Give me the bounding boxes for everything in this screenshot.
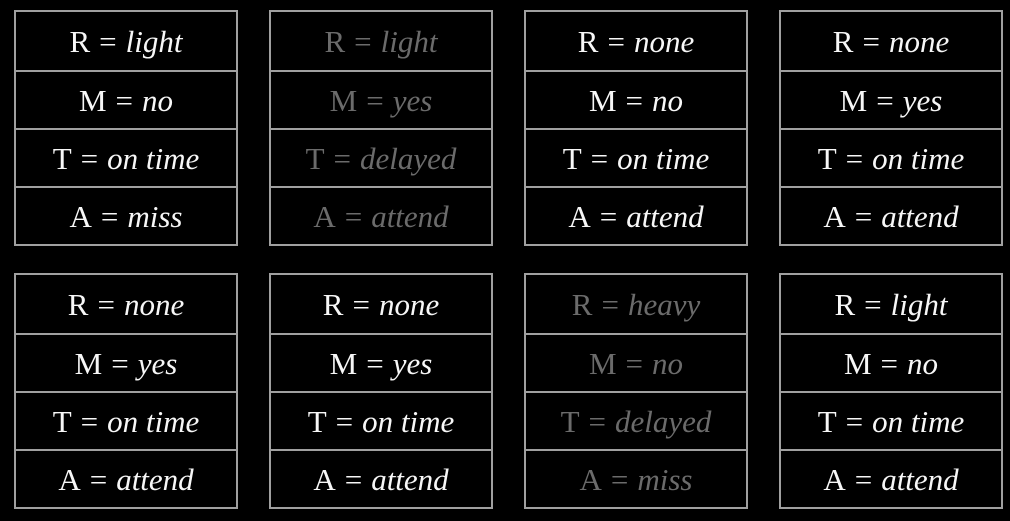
equals-sign: = — [344, 198, 363, 234]
equals-sign: = — [845, 140, 864, 176]
equals-sign: = — [625, 345, 644, 381]
sample-card-7-rejected — [524, 273, 748, 509]
variable-value: none — [123, 286, 185, 322]
assignment-row-R — [781, 275, 1001, 333]
variable-letter: R — [69, 23, 91, 59]
variable-value: delayed — [615, 403, 712, 439]
variable-value: light — [380, 23, 438, 59]
variable-letter: R — [571, 286, 593, 322]
variable-letter: M — [329, 82, 358, 118]
equals-sign: = — [610, 461, 629, 497]
variable-value: yes — [137, 345, 178, 381]
equals-sign: = — [80, 140, 99, 176]
variable-letter: A — [579, 461, 602, 497]
equals-sign: = — [854, 461, 873, 497]
equals-sign: = — [599, 198, 618, 234]
equals-sign: = — [366, 345, 384, 381]
variable-value: delayed — [360, 140, 457, 176]
variable-value: heavy — [627, 286, 701, 322]
assignment-row-M — [271, 333, 491, 391]
equals-sign: = — [115, 82, 134, 118]
variable-letter: R — [67, 286, 89, 322]
variable-letter: T — [305, 140, 325, 176]
sample-card-5 — [14, 273, 238, 509]
assignment-row-M — [526, 70, 746, 128]
assignment-row-R — [271, 275, 491, 333]
equals-sign: = — [588, 403, 607, 439]
equals-sign: = — [862, 23, 880, 59]
equals-sign: = — [111, 345, 129, 381]
assignment-row-R — [271, 12, 491, 70]
assignment-row-T — [16, 128, 236, 186]
assignment-row-A — [16, 186, 236, 244]
variable-letter: M — [588, 82, 617, 118]
variable-letter: M — [78, 82, 107, 118]
variable-letter: T — [817, 403, 837, 439]
sample-card-1 — [14, 10, 238, 246]
equals-sign: = — [89, 461, 108, 497]
variable-value: yes — [902, 82, 943, 118]
variable-letter: R — [324, 23, 346, 59]
variable-letter: M — [839, 82, 868, 118]
assignment-row-T — [271, 128, 491, 186]
variable-value: attend — [626, 198, 704, 234]
variable-letter: M — [329, 345, 358, 381]
assignment-row-A — [271, 449, 491, 507]
equals-sign: = — [845, 403, 864, 439]
assignment-row-T — [271, 391, 491, 449]
assignment-row-R — [526, 275, 746, 333]
equals-sign: = — [333, 140, 352, 176]
variable-value: light — [890, 286, 948, 322]
equals-sign: = — [625, 82, 644, 118]
equals-sign: = — [607, 23, 625, 59]
assignment-row-A — [16, 449, 236, 507]
assignment-row-T — [781, 128, 1001, 186]
variable-value: miss — [127, 198, 183, 234]
variable-value: attend — [371, 198, 449, 234]
variable-letter: R — [322, 286, 344, 322]
variable-letter: A — [823, 461, 846, 497]
variable-letter: A — [568, 198, 591, 234]
variable-letter: A — [313, 198, 336, 234]
equals-sign: = — [99, 23, 117, 59]
assignment-row-A — [781, 186, 1001, 244]
sample-card-6 — [269, 273, 493, 509]
equals-sign: = — [590, 140, 609, 176]
equals-sign: = — [366, 82, 384, 118]
variable-letter: M — [74, 345, 103, 381]
variable-value: on time — [872, 403, 965, 439]
equals-sign: = — [601, 286, 619, 322]
variable-value: no — [142, 82, 174, 118]
assignment-row-T — [526, 128, 746, 186]
equals-sign: = — [354, 23, 372, 59]
variable-letter: A — [69, 198, 92, 234]
equals-sign: = — [100, 198, 119, 234]
variable-letter: R — [577, 23, 599, 59]
assignment-row-A — [271, 186, 491, 244]
assignment-row-T — [16, 391, 236, 449]
assignment-row-M — [16, 70, 236, 128]
variable-value: on time — [617, 140, 710, 176]
variable-value: attend — [881, 198, 959, 234]
assignment-row-M — [781, 70, 1001, 128]
variable-letter: T — [52, 140, 72, 176]
assignment-row-R — [16, 275, 236, 333]
assignment-row-M — [271, 70, 491, 128]
variable-letter: R — [834, 286, 856, 322]
equals-sign: = — [335, 403, 354, 439]
variable-value: none — [633, 23, 695, 59]
sample-card-2-rejected — [269, 10, 493, 246]
equals-sign: = — [97, 286, 115, 322]
assignment-row-R — [781, 12, 1001, 70]
assignment-row-T — [781, 391, 1001, 449]
variable-value: none — [888, 23, 950, 59]
variable-letter: A — [58, 461, 81, 497]
variable-value: attend — [881, 461, 959, 497]
variable-value: light — [125, 23, 183, 59]
assignment-row-A — [781, 449, 1001, 507]
equals-sign: = — [344, 461, 363, 497]
equals-sign: = — [352, 286, 370, 322]
sample-card-4 — [779, 10, 1003, 246]
variable-value: yes — [392, 345, 433, 381]
variable-letter: T — [52, 403, 72, 439]
variable-value: miss — [637, 461, 693, 497]
variable-value: no — [907, 345, 939, 381]
variable-value: yes — [392, 82, 433, 118]
sample-card-3 — [524, 10, 748, 246]
variable-letter: R — [832, 23, 854, 59]
sample-card-8 — [779, 273, 1003, 509]
variable-value: attend — [371, 461, 449, 497]
equals-sign: = — [80, 403, 99, 439]
equals-sign: = — [876, 82, 894, 118]
assignment-row-M — [781, 333, 1001, 391]
variable-value: none — [378, 286, 440, 322]
samples-grid — [14, 10, 1003, 509]
equals-sign: = — [864, 286, 882, 322]
assignment-row-A — [526, 186, 746, 244]
variable-value: on time — [362, 403, 455, 439]
equals-sign: = — [854, 198, 873, 234]
equals-sign: = — [880, 345, 899, 381]
variable-value: no — [652, 345, 684, 381]
variable-letter: A — [313, 461, 336, 497]
variable-letter: A — [823, 198, 846, 234]
assignment-row-M — [16, 333, 236, 391]
variable-value: on time — [107, 403, 200, 439]
assignment-row-R — [16, 12, 236, 70]
variable-letter: T — [560, 403, 580, 439]
variable-value: no — [652, 82, 684, 118]
assignment-row-T — [526, 391, 746, 449]
assignment-row-A — [526, 449, 746, 507]
variable-letter: M — [588, 345, 617, 381]
variable-letter: M — [843, 345, 872, 381]
variable-value: on time — [872, 140, 965, 176]
variable-value: attend — [116, 461, 194, 497]
assignment-row-M — [526, 333, 746, 391]
variable-letter: T — [562, 140, 582, 176]
assignment-row-R — [526, 12, 746, 70]
variable-letter: T — [307, 403, 327, 439]
variable-value: on time — [107, 140, 200, 176]
variable-letter: T — [817, 140, 837, 176]
